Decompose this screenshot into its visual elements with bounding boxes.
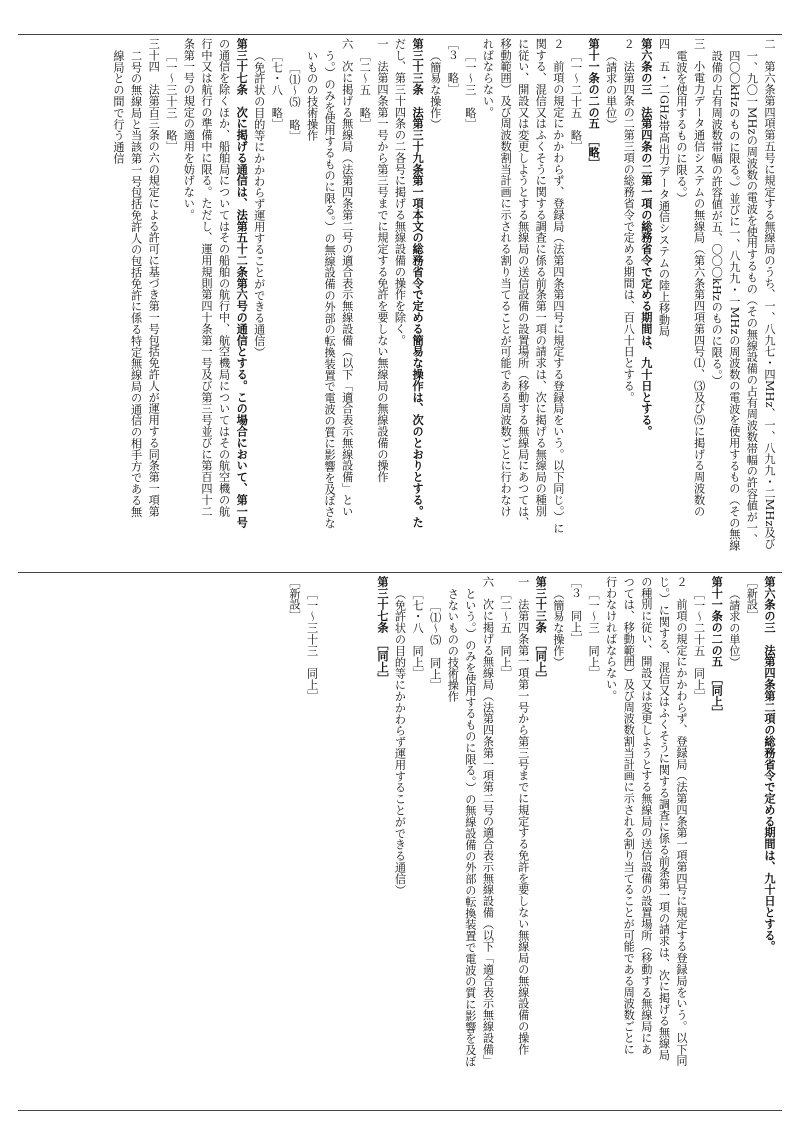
top-text-line: ［一～三 略］ (463, 50, 477, 130)
top-text-line: ［３ 略］ (446, 38, 460, 95)
bottom-text-line: ［⑴～⑸ 同上］ (428, 600, 442, 692)
top-text-line: 一 法第四条第一号から第三号までに規定する免許を要しない無線局の無線設備の操作 (375, 38, 389, 483)
top-text-line: う。）のみを使用するものに限る。）の無線設備の外部の転換装置で電波の質に影響を及ぼさな (323, 50, 337, 529)
top-text-line: 第三十三条 法第三十九条第一項本文の総務省令で定める簡易な操作は、次のとおりとする。た (411, 38, 426, 529)
top-text-line: ２ 法第四条の二第三項の総務省令で定める期間は、百八十日とする。 (622, 38, 636, 403)
top-text-line: ［七・八 略］ (270, 50, 284, 130)
bottom-text-line: ［一～二十五 同上］ (692, 588, 706, 702)
bottom-text-line: （簡易な操作） (551, 588, 565, 668)
top-text-line: 三 小電力データ通信システムの無線局（第六条第四項第四号⑴、⑶及び⑸に掲げる周波数の (692, 38, 706, 517)
top-text-line: ればならない。 (481, 38, 495, 118)
bottom-text-line: じ。）に関する、混信又はふくそうに関する調査に係る前条第一項の請求は、次に掲げる無線局 (657, 576, 671, 1061)
bottom-text-line: 一 法第四条第一項第一号から第三号までに規定する免許を要しない無線局の無線設備の操作 (516, 576, 530, 1055)
top-rule (18, 34, 782, 35)
top-text-line: 設備の占有周波数帯幅の許容値が五、〇〇〇kHzのものに限る。） (710, 50, 724, 387)
top-text-line: いものの技術操作 (305, 50, 319, 142)
amended-text-column (109, 38, 778, 568)
bottom-text-line: ２ 前項の規定にかかわらず、登録局（法第四条第一項第四号に規定する登録局をいう。以下同 (675, 576, 689, 1067)
top-text-line: ２ 前項の規定にかかわらず、登録局（法第四条第四号に規定する登録局をいう。以下同じ。）に (551, 38, 565, 534)
top-text-line: だし、第三十四条の二各号に掲げる無線設備の操作を除く。 (393, 38, 407, 346)
top-text-line: 第六条の三 法第四条の二第一項の総務省令で定める期間は、九十日とする。 (639, 38, 654, 437)
bottom-text-line: 第三十三条 ［同上］ (534, 576, 549, 685)
top-text-line: 一、九〇一MHzの周波数の電波を使用するもの（その無線設備の占有周波数帯幅の許容値が一、 (745, 50, 759, 546)
top-text-line: の通信を除くほか、船舶局についてはその船舶の航行中、航空機局についてはその航空機の航 (217, 38, 231, 517)
top-text-line: （簡易な操作） (428, 50, 442, 130)
bottom-text-line: 第三十七条 ［同上］ (375, 576, 390, 685)
top-text-line: （免許状の目的等にかかわらず運用することができる通信） (252, 50, 266, 358)
bottom-text-line: ［七・八 同上］ (411, 588, 425, 680)
top-text-line: ［二～五 略］ (358, 50, 372, 130)
top-text-line: ［⑴～⑸ 略］ (287, 62, 301, 142)
top-text-line: （請求の単位） (604, 50, 618, 130)
bottom-text-line: ［新設］ (745, 576, 759, 622)
top-text-line: 移動範囲）及び周波数割当計画に示される割り当てることが可能である周波数ごとに行わなけ (499, 38, 513, 517)
top-text-line: 三十四 法第百三条の六の規定による許可に基づき第一号包括免許人が運用する同条第一項第 (147, 38, 161, 517)
top-text-line: 関する、混信又はふくそうに関する調査に係る前条第一項の請求は、次に掲げる無線局の種別 (534, 38, 548, 517)
top-text-line: 第三十七条 次に掲げる通信は、法第五十二条第六号の通信とする。この場合において、第一号 (235, 38, 250, 529)
bottom-text-line: の種別に従い、開設又は変更しようとする無線局の送信設備の設置場所（移動する無線局にあ (639, 576, 653, 1055)
current-text-panel (22, 576, 778, 1106)
top-text-line: ［一～三十三 略］ (164, 50, 178, 153)
bottom-text-line: という。）のみを使用するものに限る。）の無線設備の外部の転換装置で電波の質に影響を及ぼ (463, 588, 477, 1067)
amended-text-panel (22, 38, 778, 568)
bottom-text-line: ［一～三十三 同上］ (305, 588, 319, 702)
bottom-text-line: ［新設］ (287, 576, 301, 622)
top-text-line: 第十一条の二の五 ［略］ (587, 38, 602, 170)
top-text-line: 条第一号の規定の適用を妨げない。 (182, 38, 196, 221)
bottom-text-line: さないものの技術操作 (446, 588, 460, 702)
top-text-line: 四〇〇kHzのものに限る。）並びに一、八九九・一MHzの周波数の電波を使用するもの（その無線 (727, 50, 741, 552)
current-text-column (285, 576, 778, 1106)
bottom-text-line: ［二～五 同上］ (499, 588, 513, 680)
bottom-text-line: （免許状の目的等にかかわらず運用することができる通信） (393, 588, 407, 896)
bottom-text-line (338, 576, 356, 1106)
bottom-text-line: ［３ 同上］ (569, 576, 583, 645)
bottom-text-line: ［一～三 同上］ (587, 588, 601, 680)
top-text-line: 六 次に掲げる無線局（法第四条第二号の適合表示無線設備（以下「適合表示無線設備」とい (340, 38, 354, 517)
middle-rule (18, 572, 782, 573)
bottom-rule (18, 1110, 782, 1111)
top-text-line: 二号の無線局と当該第一号包括免許人の包括免許に係る特定無線局の通信の相手方である無 (129, 50, 143, 518)
top-text-line: 四 五・二GHz帯高出力データ通信システムの陸上移動局 (657, 38, 671, 337)
bottom-text-line: 行わなければならない。 (604, 576, 618, 702)
bottom-text-line: つては、移動範囲）及び周波数割当計画に示される割り当てることが可能である周波数ごとに (622, 576, 636, 1055)
bottom-text-line: 第六条の三 法第四条第二項の総務省令で定める期間は、九十日とする。 (763, 576, 777, 953)
bottom-text-line: （請求の単位） (727, 588, 741, 668)
bottom-text-line: 第十一条の二の五 ［同上］ (710, 576, 725, 719)
top-text-line: ［一～二十五 略］ (569, 50, 583, 153)
bottom-text-line (356, 576, 374, 1106)
bottom-text-line: 六 次に掲げる無線局（法第四条第一項第二号の適合表示無線設備（以下「適合表示無線設備」 (481, 576, 495, 1067)
bottom-text-line (321, 576, 339, 1106)
top-text-line: 線局との間で行う通信 (112, 50, 126, 164)
top-text-line: に従い、開設又は変更しようとする無線局の送信設備の設置場所（移動する無線局にあつては、 (516, 38, 530, 529)
top-text-line: 電波を使用するものに限る。） (675, 50, 689, 204)
top-text-line: 行中又は航行の準備中に限る。ただし、運用規則第四十条第一号及び第三号並びに第百四十二 (200, 38, 213, 517)
top-text-line: 二 第六条第四項第五号に規定する無線局のうち、一、八九七・四MHz、一、八九九・二MHz及び (763, 38, 776, 550)
